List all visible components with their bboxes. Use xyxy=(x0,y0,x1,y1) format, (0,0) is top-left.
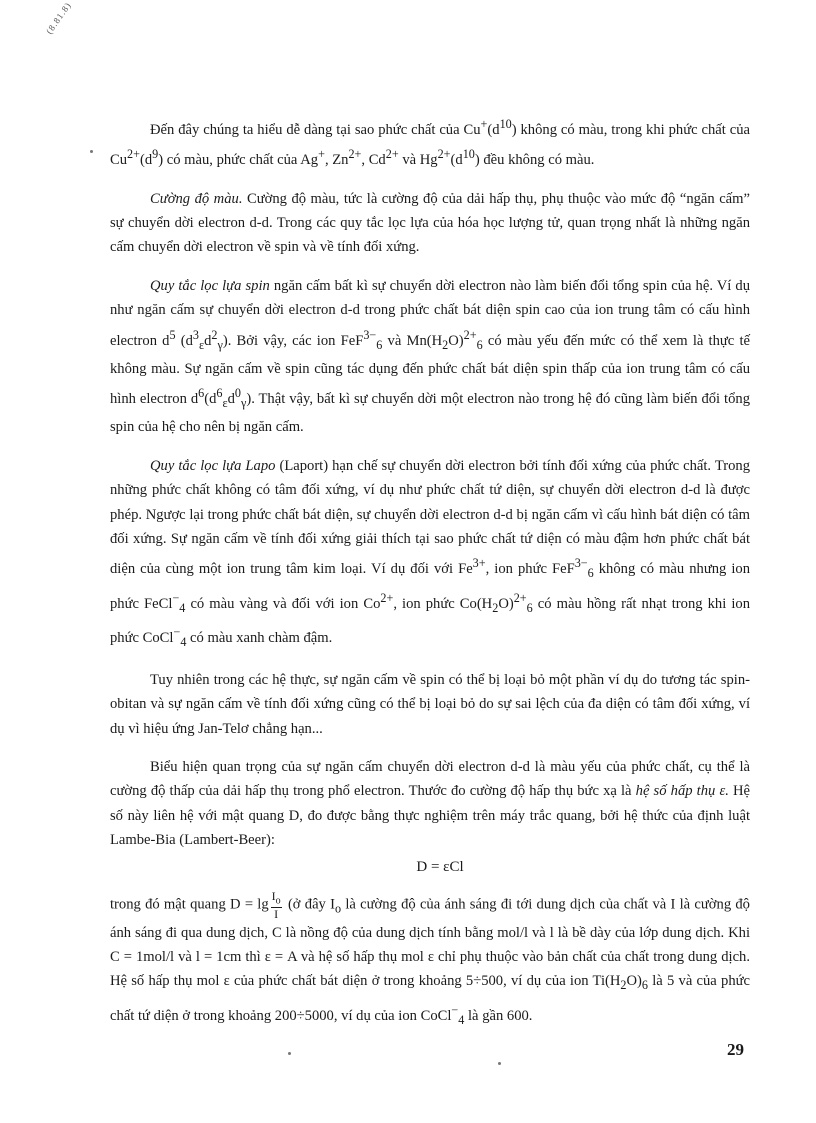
section-title: Cường độ màu. xyxy=(150,190,243,207)
paragraph-3: Quy tắc lọc lựa spin ngăn cấm bất kì sự chuyển dời electron nào làm biến đổi tổng spin của hệ. Ví dụ như ngăn cấm sự chuyển dời electron d-d trong phức chất bát diện spin cao của ion trung tâm có cấu hình electron $d^5$ $(d^3_\varepsilon d^2_\gamma)$. Bởi vậy, các ion FeF$^{3-}_6$ và $Mn(H_2O)^{2+}_6$ có màu yếu đến mức có thể xem là thực tế không màu. Sự ngăn cấm về spin cũng tác dụng đến phức chất bát diện spin thấp của ion trung tâm có cấu hình electron $d^6(d^6_\varepsilon d^0_\gamma)$. Thật vậy, bất kì sự chuyển dời một electron nào trong hệ đó cũng làm biến đổi tổng spin của hệ cho nên bị ngăn cấm. xyxy=(110,277,750,436)
paragraph-2: Cường độ màu. Cường độ màu, tức là cường độ của dải hấp thụ, phụ thuộc vào mức độ “ngăn cấm” sự chuyển dời electron d-d. Trong các quy tắc lọc lựa của hóa học lượng tử, quan trọng nhất là những ngăn cấm chuyển dời electron về spin và về tính đối xứng. xyxy=(110,190,750,256)
paragraph-6: Biểu hiện quan trọng của sự ngăn cấm chuyển dời electron d-d là màu yếu của phức chất, cụ thể là cường độ thấp của dải hấp thụ trong phổ electron. Thước đo cường độ hấp thụ bức xạ là hệ số hấp thụ ε. Hệ số này liên hệ với mật quang D, đo được bằng thực nghiệm trên máy trắc quang, bởi hệ thức của định luật Lambe-Bia (Lambert-Beer): xyxy=(110,759,750,849)
formula-lambert-beer: D = εCl xyxy=(416,858,464,875)
section-title: Quy tắc lọc lựa Lapo xyxy=(150,457,276,474)
speck xyxy=(90,150,93,153)
fraction: $\frac{I_o}{I}$ xyxy=(271,888,281,922)
paragraph-4: Quy tắc lọc lựa Lapo (Laport) hạn chế sự chuyển dời electron bởi tính đối xứng của phức chất. Trong những phức chất không có tâm đối xứng, ví dụ như phức chất tứ diện, sự chuyển dời electron d-d là được phép. Ngược lại trong phức chất bát diện, sự chuyển dời electron d-d bị ngăn cấm vì cấu hình bát diện có tâm đối xứng. Sự ngăn cấm về tính đối xứng giải thích tại sao phức chất tứ diện có màu đậm hơn phức chất bát diện của cùng một ion trung tâm kim loại. Ví dụ đối với $Fe^{3+}$, ion phức FeF$^{3-}_6$ không có màu nhưng ion phức FeCl−$_4$ có màu vàng và đối với ion $Co^{2+}$, ion phức $Co(H_2O)^{2+}_6$ có màu hồng rất nhạt trong khi ion phức CoCl−$_4$ có màu xanh chàm đậm. xyxy=(110,457,751,649)
paragraph-5: Tuy nhiên trong các hệ thực, sự ngăn cấm về spin có thể bị loại bỏ một phần ví dụ do tương tác spin-obitan và sự ngăn cấm về tính đối xứng cũng có thể bị loại bỏ do sự sai lệch của đa diện có tâm đối xứng, ví dụ vì hiệu ứng Jan-Telơ chẳng hạn... xyxy=(110,671,750,737)
section-title: Quy tắc lọc lựa spin xyxy=(150,277,270,294)
speck xyxy=(288,1052,291,1055)
speck xyxy=(498,1062,501,1065)
emphasis-term: hệ số hấp thụ ε. xyxy=(635,783,729,800)
corner-mark: (8.81.8) xyxy=(44,0,74,36)
paragraph-7: trong đó mật quang D = lg $\frac{I_o}{I}$ (ở đây $I_o$ là cường độ của ánh sáng đi tới dung dịch của chất và I là cường độ ánh sáng đi qua dung dịch, C là nồng độ của dung dịch tính bằng mol/l và l là bề dày của lớp dung dịch. Khi C = 1mol/l và l = 1cm thì ε = A và hệ số hấp thụ mol ε chỉ phụ thuộc vào bản chất của chất trong dung dịch. Hệ số hấp thụ mol ε của phức chất bát diện ở trong khoảng 5÷500, ví dụ của ion $Ti(H_2O)_6$ là 5 và của phức chất tứ diện ở trong khoảng 200÷5000, ví dụ của ion CoCl−$_4$ là gần 600. xyxy=(110,888,751,1027)
paragraph-1: Đến đây chúng ta hiểu dễ dàng tại sao phức chất của $Cu^+(d^{10})$ không có màu, trong khi phức chất của $Cu^{2+}(d^9)$ có màu, phức chất của Ag+, $Zn^{2+}$, $Cd^{2+}$ và $Hg^{2+}(d^{10})$ đều không có màu. xyxy=(110,117,750,169)
document-body xyxy=(110,112,750,1046)
page-number: 29 xyxy=(727,1040,744,1059)
